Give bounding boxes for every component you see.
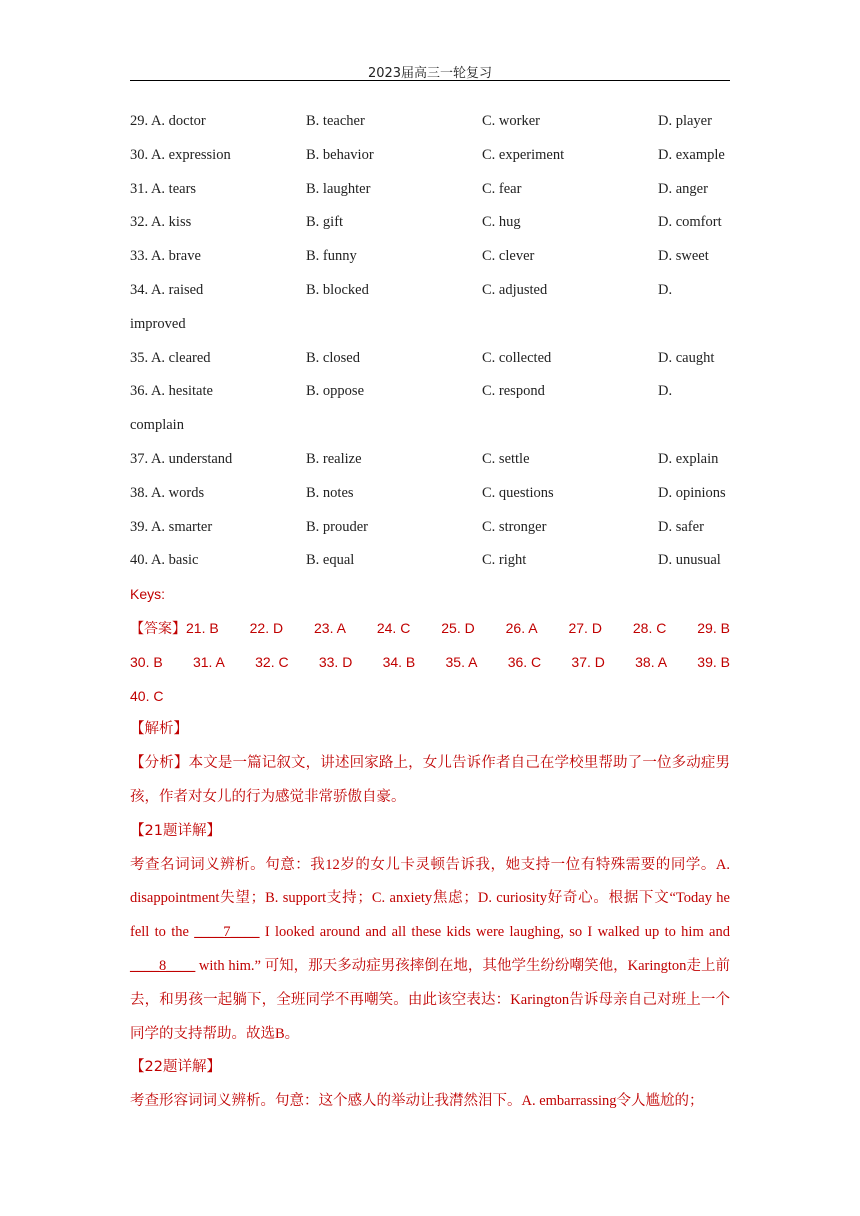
option-c: C. experiment — [482, 146, 565, 163]
option-d: D. comfort — [658, 214, 722, 231]
option-b: B. funny — [306, 248, 357, 265]
summary-label: 【分析】 — [130, 755, 189, 772]
option-b: B. laughter — [306, 180, 371, 197]
option-a — [130, 139, 231, 173]
option-a — [130, 544, 198, 578]
question-number: 35. — [130, 349, 149, 366]
option-a-text: A. understand — [150, 450, 233, 467]
option-c: C. stronger — [482, 518, 547, 535]
option-c: C. adjusted — [482, 281, 548, 298]
question-number: 30. — [130, 146, 149, 163]
option-d-wrap: improved — [130, 315, 186, 332]
option-c: C. collected — [482, 349, 552, 366]
answers-row-1 — [130, 612, 730, 646]
answers-row-2 — [130, 646, 730, 680]
q21-blank-8: ____8____ — [130, 957, 196, 974]
option-d: D. sweet — [658, 248, 709, 265]
option-a-text: A. raised — [150, 281, 204, 298]
summary-paragraph — [130, 747, 730, 815]
keys-label: Keys: — [130, 586, 166, 603]
option-a — [130, 173, 196, 207]
option-row — [130, 139, 730, 173]
option-a-text: A. cleared — [150, 349, 211, 366]
option-row — [130, 443, 730, 477]
answer-item: 39. B — [697, 653, 730, 670]
option-a — [130, 342, 211, 376]
option-d-wrap: complain — [130, 417, 184, 434]
option-d: D. anger — [658, 180, 708, 197]
option-c: C. hug — [482, 214, 521, 231]
answer-item: 27. D — [568, 619, 602, 636]
option-c: C. respond — [482, 383, 545, 400]
q21-heading: 【21题详解】 — [130, 822, 221, 839]
option-b: B. blocked — [306, 281, 369, 298]
option-a — [130, 443, 232, 477]
answer-item: 33. D — [318, 653, 353, 670]
answer-item: 32. C — [255, 653, 289, 670]
q21-explanation — [130, 849, 730, 1052]
option-d: D. unusual — [658, 552, 721, 569]
answers-row-3 — [130, 680, 730, 714]
answer-item: 25. D — [441, 619, 475, 636]
option-row — [130, 477, 730, 511]
option-row — [130, 206, 730, 240]
answer-item: 34. B — [382, 653, 416, 670]
option-b: B. gift — [306, 214, 344, 231]
question-number: 39. — [130, 518, 149, 535]
q22-explanation — [130, 1085, 730, 1119]
answer-item: 30. B — [130, 653, 163, 670]
option-a-text: A. doctor — [150, 113, 206, 129]
option-row — [130, 342, 730, 376]
option-d: D. — [658, 281, 673, 298]
question-number: 37. — [130, 450, 149, 467]
option-d: D. example — [658, 146, 725, 163]
option-b: B. equal — [306, 552, 355, 569]
option-d: D. player — [658, 113, 712, 129]
option-a — [130, 240, 201, 274]
option-a-text: A. basic — [150, 552, 199, 569]
header-divider — [130, 80, 730, 81]
option-c: C. fear — [482, 180, 522, 197]
summary-text: 本文是一篇记叙文，讲述回家路上，女儿告诉作者自己在学校里帮助了一位多动症男孩，作者对女儿的行为感觉非常骄傲自豪。 — [130, 755, 731, 805]
option-b: B. closed — [306, 349, 360, 366]
option-b: B. prouder — [306, 518, 369, 535]
question-number: 36. — [130, 383, 149, 400]
answer-item: 37. D — [571, 653, 605, 670]
option-d: D. — [658, 383, 673, 400]
option-a — [130, 206, 191, 240]
option-a — [130, 477, 204, 511]
option-c: C. clever — [482, 248, 535, 265]
option-row — [130, 544, 730, 578]
option-d: D. caught — [658, 349, 715, 366]
option-a-text: A. expression — [150, 146, 231, 163]
option-row — [130, 375, 730, 409]
q21-text-2: I looked around and all these kids were laughing, so I walked up to him and — [259, 924, 730, 941]
option-d: D. explain — [658, 450, 719, 467]
option-a-text: A. kiss — [150, 214, 192, 231]
answer-item: 35. A — [445, 653, 478, 670]
answer-item: 21. B — [186, 619, 219, 636]
option-b: B. behavior — [306, 146, 374, 163]
question-number: 40. — [130, 552, 149, 569]
option-a-text: A. brave — [150, 248, 201, 265]
q21-blank-7: ____7____ — [194, 924, 260, 941]
answer-item: 40. C — [130, 687, 164, 704]
option-a-text: A. words — [150, 484, 205, 501]
answer-item: 24. C — [376, 619, 411, 636]
answer-item: 28. C — [632, 619, 667, 636]
page-header: 2023届高三一轮复习 — [367, 66, 493, 81]
option-a — [130, 105, 206, 139]
answer-item: 36. C — [507, 653, 542, 670]
option-c: C. worker — [482, 113, 540, 129]
answer-item: 29. B — [697, 619, 730, 636]
analysis-label: 【解析】 — [130, 721, 188, 738]
question-number: 31. — [130, 180, 149, 197]
document-body — [130, 105, 730, 1119]
option-c: C. right — [482, 552, 527, 569]
question-number: 34. — [130, 281, 149, 298]
answer-item: 23. A — [314, 619, 346, 636]
option-row — [130, 173, 730, 207]
option-row — [130, 105, 730, 139]
answer-item: 31. A — [192, 653, 225, 670]
option-row — [130, 274, 730, 308]
option-b: B. notes — [306, 484, 354, 501]
option-a — [130, 274, 203, 308]
option-c: C. settle — [482, 450, 530, 467]
answer-item: 26. A — [505, 619, 538, 636]
question-number: 38. — [130, 484, 149, 501]
option-d: D. safer — [658, 518, 704, 535]
answer-item: 22. D — [249, 619, 284, 636]
option-b: B. realize — [306, 450, 362, 467]
q21-text-3: with him.” 可知，那天多动症男孩摔倒在地，其他学生纷纷嘲笑他，Karington走上前去，和男孩一起躺下，全班同学不再嘲笑。由此该空表达：Karington告诉母亲自己对班上一个同学的支持帮助。故选B。 — [130, 957, 730, 1042]
question-number: 33. — [130, 248, 149, 265]
option-b: B. teacher — [306, 113, 365, 129]
options-list — [130, 105, 730, 578]
option-row — [130, 511, 730, 545]
question-number: 29. — [130, 113, 149, 129]
option-a — [130, 511, 212, 545]
answer-item: 38. A — [635, 653, 668, 670]
answer-label: 【答案】 — [130, 620, 186, 637]
option-a-text: A. hesitate — [150, 383, 213, 400]
option-c: C. questions — [482, 484, 554, 501]
option-a — [130, 375, 213, 409]
option-a-text: A. smarter — [150, 518, 213, 535]
option-b: B. oppose — [306, 383, 364, 400]
option-a-text: A. tears — [150, 180, 197, 197]
option-row — [130, 240, 730, 274]
q21-text-1: 考查名词词义辨析。句意：我12岁的女儿卡灵顿告诉我，她支持一位有特殊需要的同学。A. disappointment失望；B. support支持；C. anxiety焦虑；D. curiosity好奇心。根据下文“Today he fell to the — [130, 856, 730, 941]
q22-text-1: 考查形容词词义辨析。句意：这个感人的举动让我潸然泪下。A. embarrassing令人尴尬的； — [130, 1093, 704, 1110]
q22-heading: 【22题详解】 — [130, 1059, 221, 1076]
question-number: 32. — [130, 214, 149, 231]
option-d: D. opinions — [658, 484, 726, 501]
